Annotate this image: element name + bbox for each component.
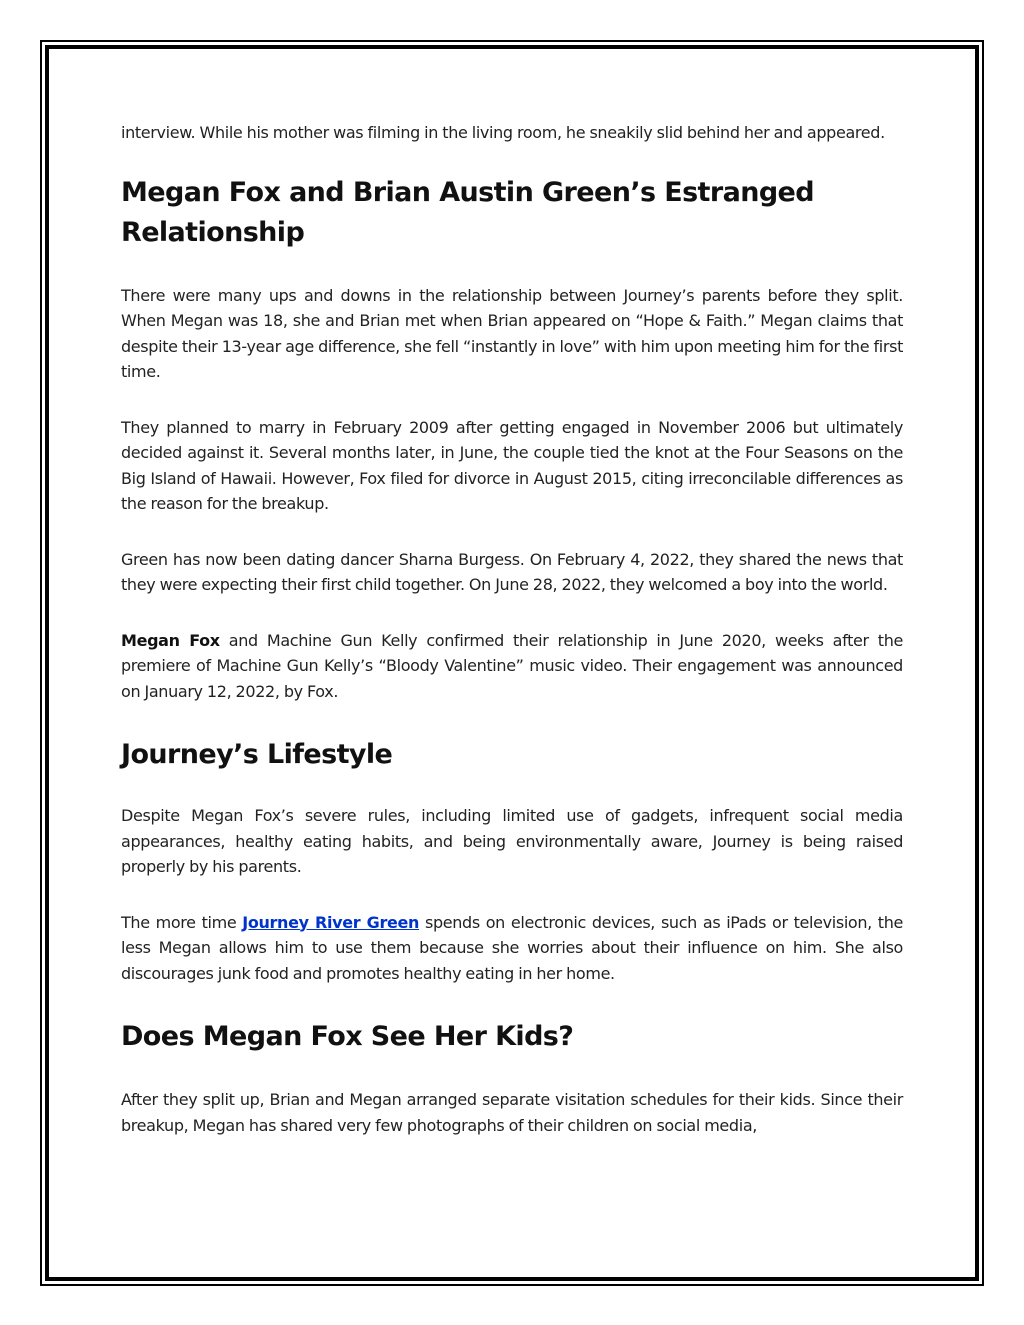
paragraph-devices-end: spends on electronic devices, such as iPads or television, the less Megan allows him to use them because she worries about their influence on him. She also discourages junk food and promotes healthy eating in her home. [121, 912, 903, 983]
document-body [121, 120, 903, 1138]
journey-river-green-link[interactable]: Journey River Green [242, 912, 420, 932]
paragraph-green-dating: Green has now been dating dancer Sharna Burgess. On February 4, 2022, they shared the news that they were expecting their first child together. On June 28, 2022, they welcomed a boy into the world. [121, 549, 903, 594]
paragraph-rules: Despite Megan Fox’s severe rules, including limited use of gadgets, infrequent social media appearances, healthy eating habits, and being environmentally aware, Journey is being raised properly by his parents. [121, 806, 903, 876]
paragraph-marriage: They planned to marry in February 2009 after getting engaged in November 2006 but ultimately decided against it. Several months later, in June, the couple tied the knot at the Four Seasons on the Big Island of Hawaii. However, Fox filed for divorce in August 2015, citing irreconcilable differences as the reason for the breakup. [121, 417, 903, 513]
heading-estranged-relationship: Megan Fox and Brian Austin Green’s Estranged Relationship [121, 176, 814, 248]
paragraph-devices [121, 910, 903, 987]
bold-megan-fox: Megan Fox [121, 630, 220, 650]
paragraph-visitation: After they split up, Brian and Megan arranged separate visitation schedules for their kids. Since their breakup, Megan has shared very few photographs of their children on social media, [121, 1090, 903, 1135]
paragraph-devices-start: The more time [121, 912, 243, 932]
paragraph-ups-and-downs: There were many ups and downs in the relationship between Journey’s parents before they split. When Megan was 18, she and Brian met when Brian appeared on “Hope & Faith.” Megan claims that despite their 13-year age difference, she fell “instantly in love” with him upon meeting him for the first time. [121, 285, 903, 381]
heading-journeys-lifestyle: Journey’s Lifestyle [121, 739, 393, 770]
paragraph-mgk-text: and Machine Gun Kelly confirmed their relationship in June 2020, weeks after the premiere of Machine Gun Kelly’s “Bloody Valentine” music video. Their engagement was announced on January 12, 2022, by Fox. [121, 630, 903, 701]
heading-see-her-kids: Does Megan Fox See Her Kids? [121, 1021, 574, 1052]
paragraph-mgk [121, 628, 903, 705]
intro-paragraph: interview. While his mother was filming in the living room, he sneakily slid behind her and appeared. [121, 123, 885, 142]
